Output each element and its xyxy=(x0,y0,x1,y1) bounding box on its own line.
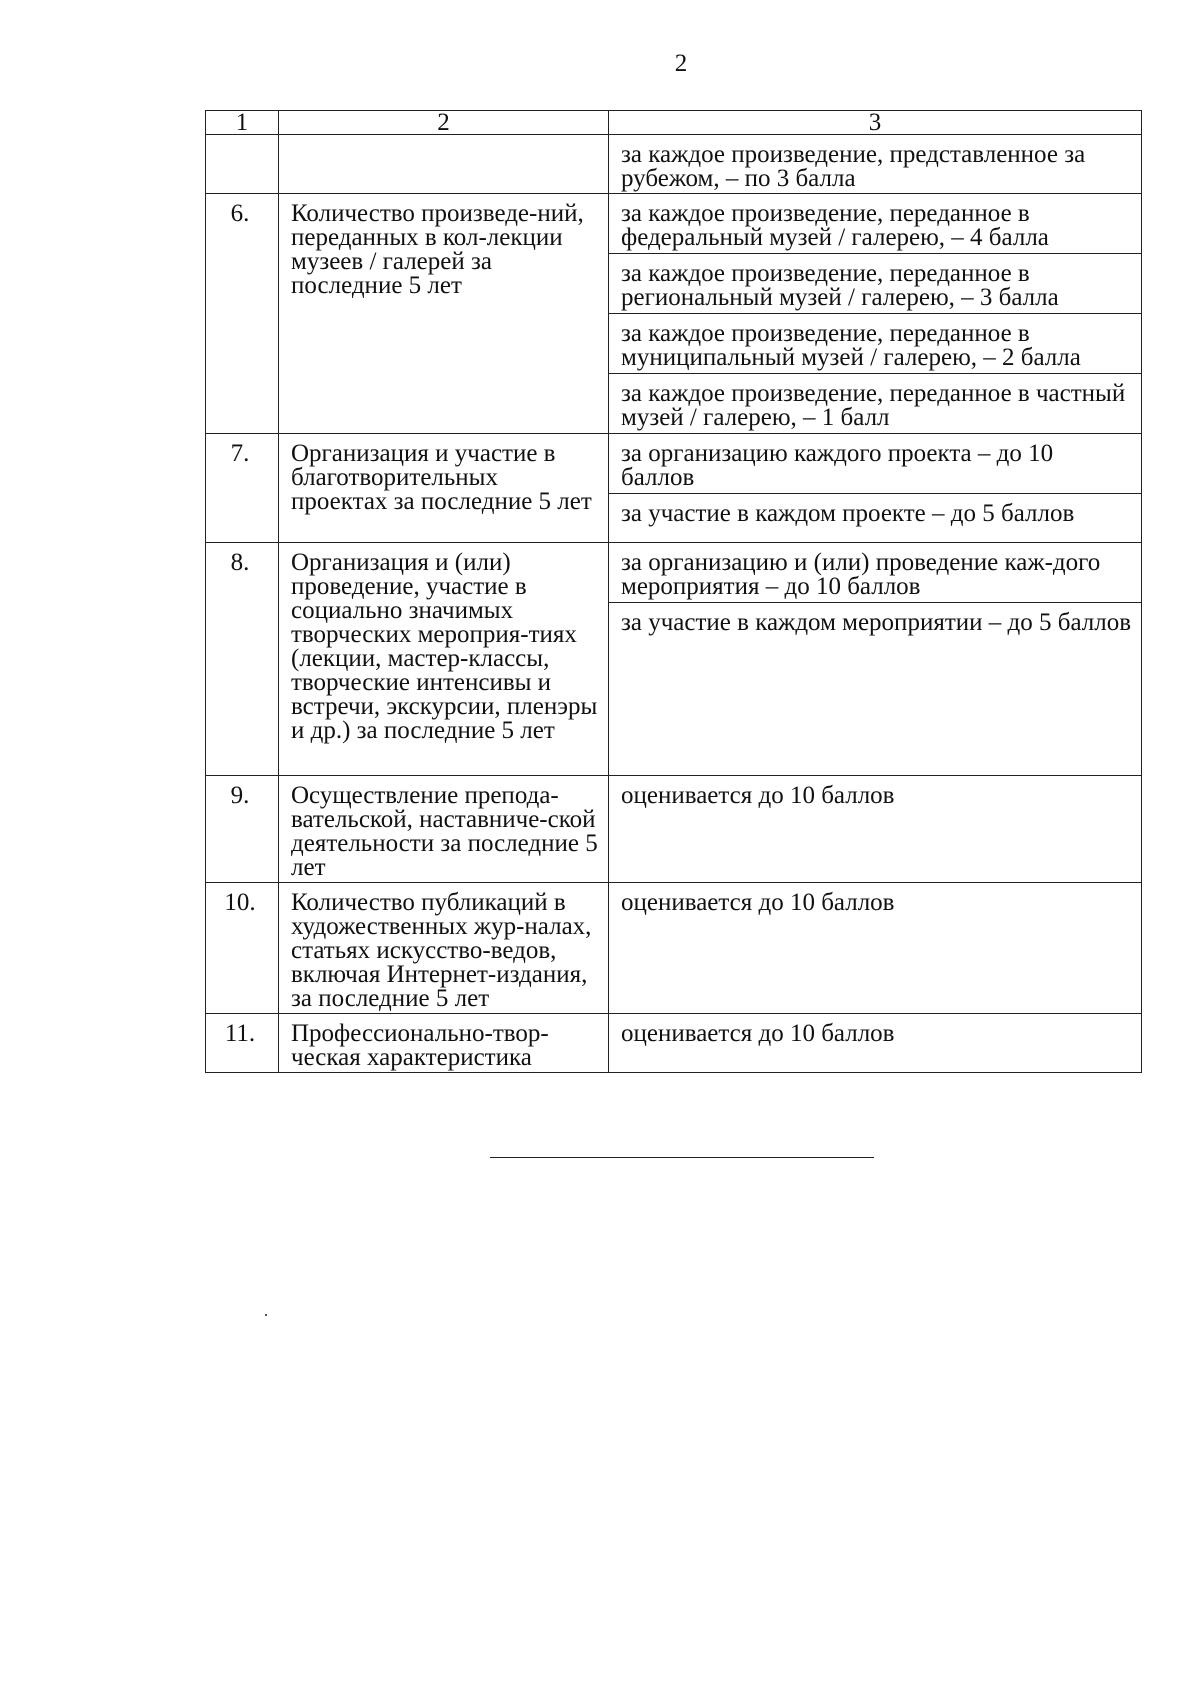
criteria-table xyxy=(205,110,1142,1073)
table-row xyxy=(206,543,1142,603)
row-criterion: Количество произведе-ний, переданных в кол-лекции музеев / галерей за последние 5 лет xyxy=(279,194,609,434)
table-row xyxy=(206,776,1142,883)
table-row xyxy=(206,883,1142,1014)
header-col-2: 2 xyxy=(279,111,609,135)
table-row xyxy=(206,434,1142,494)
row-number: 11. xyxy=(206,1014,279,1073)
row-score: за организацию и (или) проведение каж-дого мероприятия – до 10 баллов xyxy=(609,543,1142,603)
row-score: оценивается до 10 баллов xyxy=(609,776,1142,883)
end-of-document-rule xyxy=(490,1157,874,1158)
row-criterion: Профессионально-твор-ческая характеристика xyxy=(279,1014,609,1073)
row-score: оценивается до 10 баллов xyxy=(609,1014,1142,1073)
row-score: за участие в каждом мероприятии – до 5 баллов xyxy=(609,603,1142,776)
continued-score-cell: за каждое произведение, представленное за рубежом, – по 3 балла xyxy=(609,135,1142,194)
row-criterion: Количество публикаций в художественных жур-налах, статьях искусство-ведов, включая Интернет-издания, за последние 5 лет xyxy=(279,883,609,1014)
row-criterion: Осуществление препода-вательской, наставниче-ской деятельности за последние 5 лет xyxy=(279,776,609,883)
row-score: за каждое произведение, переданное в частный музей / галерею, – 1 балл xyxy=(609,374,1142,434)
row-number: 6. xyxy=(206,194,279,434)
header-col-3: 3 xyxy=(609,111,1142,135)
table-row xyxy=(206,194,1142,254)
row-score: за каждое произведение, переданное в федеральный музей / галерею, – 4 балла xyxy=(609,194,1142,254)
continued-num-cell xyxy=(206,135,279,194)
table-row xyxy=(206,1014,1142,1073)
row-number: 10. xyxy=(206,883,279,1014)
header-row xyxy=(206,111,1142,135)
page-number: 2 xyxy=(674,50,688,77)
row-score: за каждое произведение, переданное в муниципальный музей / галерею, – 2 балла xyxy=(609,314,1142,374)
header-col-1: 1 xyxy=(206,111,279,135)
row-score: за участие в каждом проекте – до 5 баллов xyxy=(609,494,1142,543)
row-score: за каждое произведение, переданное в региональный музей / галерею, – 3 балла xyxy=(609,254,1142,314)
criteria-table-container xyxy=(205,110,1142,1073)
row-number: 9. xyxy=(206,776,279,883)
row-criterion: Организация и (или) проведение, участие в социально значимых творческих мероприя-тиях (лекции, мастер-классы, творческие интенсивы и встречи, экскурсии, пленэры и др.) за последние 5 лет xyxy=(279,543,609,776)
scan-speck xyxy=(265,1314,267,1316)
row-criterion: Организация и участие в благотворительных проектах за последние 5 лет xyxy=(279,434,609,543)
row-number: 7. xyxy=(206,434,279,543)
continued-criterion-cell xyxy=(279,135,609,194)
row-number: 8. xyxy=(206,543,279,776)
row-score: оценивается до 10 баллов xyxy=(609,883,1142,1014)
row-score: за организацию каждого проекта – до 10 баллов xyxy=(609,434,1142,494)
continued-row xyxy=(206,135,1142,194)
